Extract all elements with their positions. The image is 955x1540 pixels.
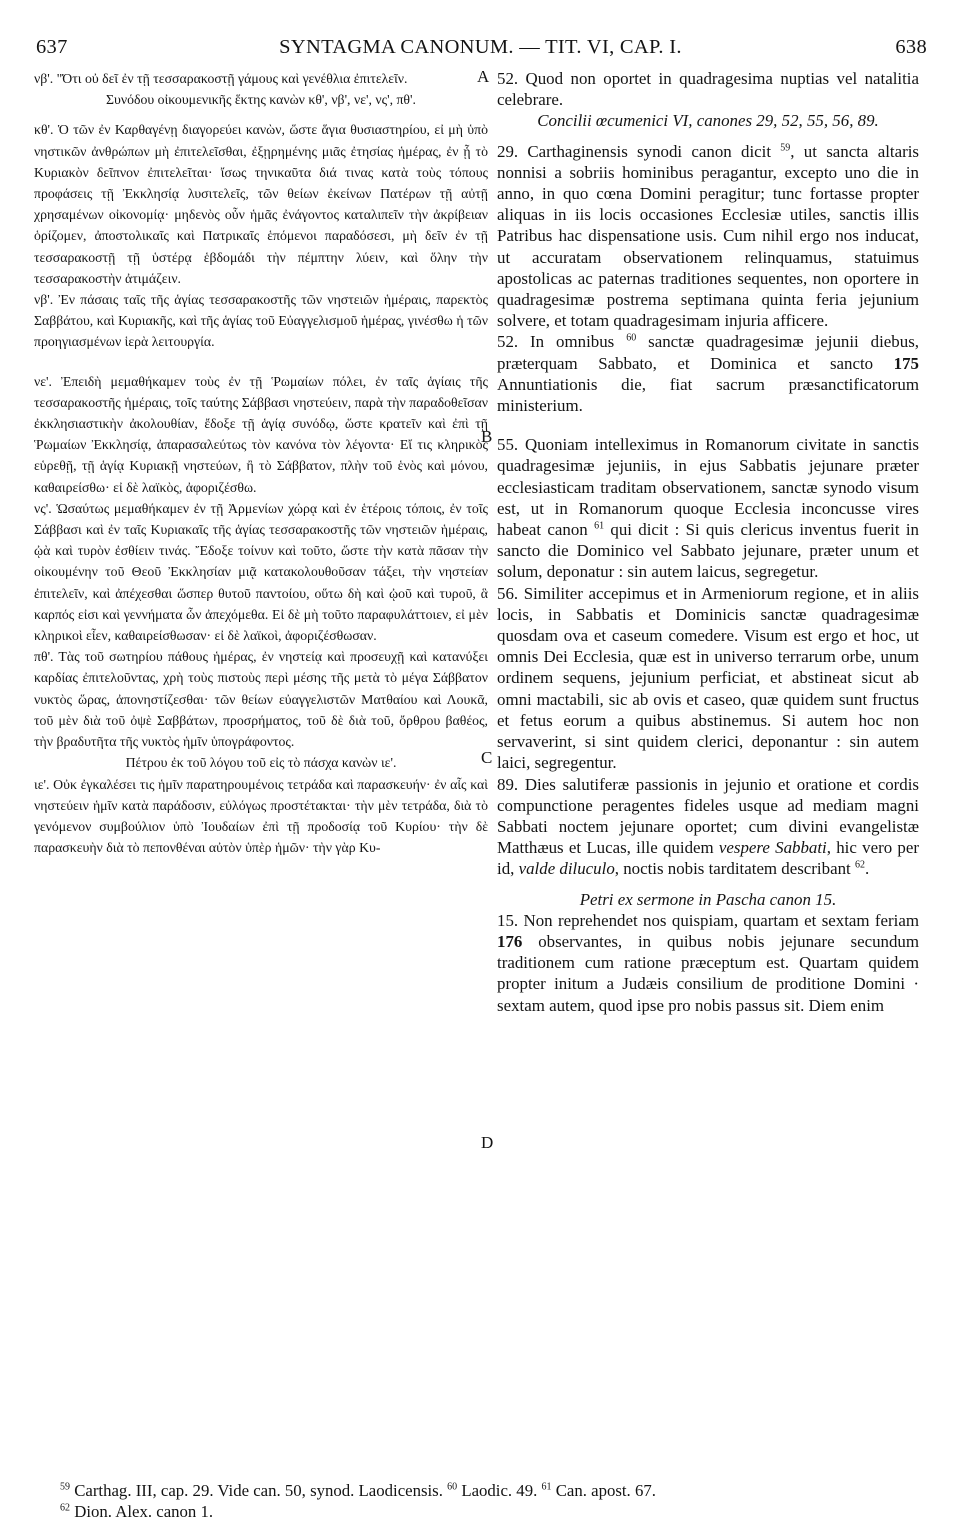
- latin-source: Concilii œcumenici VI, canones 29, 52, 55, 56, 89.: [537, 111, 879, 131]
- column-number-175: 175: [893, 353, 919, 373]
- latin-canon-89-start: 89. Dies salutiferæ passionis in jejunio et oratione et cordis compunctione peragentes fideles usque ad mediam magni Sabbati noctem jejunare oportet; cum divini evangelistæ Matthæus et Lucas, ille quidem: [497, 774, 919, 858]
- latin-canon-55: [497, 434, 919, 582]
- latin-canon-55-rest: qui dicit : Si quis clericus inventus fuerit in sancto die Dominico vel Sabbato jejunare, præter unum et solum, deponatur : sin autem laicus, segregetur.: [497, 520, 919, 582]
- greek-canon-52: νβ'. Ἐν πάσαις ταῖς τῆς ἁγίας τεσσαρακοστῆς τῶν νηστειῶν ἡμέραις, παρεκτὸς Σαββάτου, καὶ Κυριακῆς, καὶ τῆς ἁγίας τοῦ Εὐαγγελισμοῦ ἡμέρας, γινέσθω ἡ τῶν προηγιασμένων ἱερὰ λειτουργία.: [34, 292, 488, 350]
- footnote-59: Carthag. III, cap. 29. Vide can. 50, synod. Laodicensis.: [74, 1481, 443, 1500]
- greek-petri-title: Πέτρου ἐκ τοῦ λόγου τοῦ εἰς τὸ πάσχα κανὼν ιε'.: [125, 755, 397, 771]
- footnote-line-2: [60, 1501, 925, 1522]
- greek-source: Συνόδου οἰκουμενικῆς ἕκτης κανὼν κθ', νβ', νε', νς', πθ'.: [106, 92, 416, 108]
- greek-rubric: νβ'. "Ότι οὐ δεῖ ἐν τῇ τεσσαρακοστῇ γάμους καὶ γενέθλια ἐπιτελεῖν.: [34, 71, 408, 86]
- latin-canon-15-rest: observantes, in quibus nobis jejunare secundum traditionem cum ratione præceptum est. Quartam quidem propter initum a Judæis consilium de proditione Domini · sextam autem, quod ipse pro nobis passus sit. Diem enim: [497, 931, 919, 1015]
- footnote-num-61: 61: [541, 1481, 552, 1493]
- margin-marker-c: C: [481, 748, 493, 767]
- footnote-62: Dion. Alex. canon 1.: [74, 1502, 214, 1521]
- latin-canon-52-mid: sanctæ quadragesimæ jejunii diebus, præterquam Sabbato, et Dominica et sancto: [497, 332, 919, 373]
- latin-petri-title: Petri ex sermone in Pascha canon 15.: [579, 889, 837, 909]
- greek-column: [34, 68, 488, 858]
- latin-canon-52-end: Annuntiationis die, fiat sacrum præsanctificatorum ministerium.: [497, 374, 919, 416]
- footnote-ref-61: 61: [594, 520, 605, 532]
- latin-canon-15: [497, 910, 919, 1016]
- latin-canon-89-end: , noctis nobis tarditatem describant: [614, 859, 851, 879]
- page-number-left: 637: [36, 36, 68, 58]
- latin-canon-55-start: 55. Quoniam intelleximus in Romanorum civitate in sanctis quadragesimæ jejuniis, in ejus Sabbatis jejunare præter ecclesiasticam traditam observationem, sanctæ synodo visum est, ut in Romanorum quoque Ecclesia inconcusse vires habeat canon: [497, 435, 919, 540]
- footnote-ref-62: 62: [854, 859, 865, 871]
- latin-canon-89-period: .: [864, 859, 870, 879]
- greek-canon-55: νε'. Ἐπειδὴ μεμαθήκαμεν τοὺς ἐν τῇ Ῥωμαίων πόλει, ἐν ταῖς ἁγίαις τῆς τεσσαρακοστῆς ἡμέραις, τοῖς ταύτης Σάββασι νηστεύειν, παρὰ τὴν παραδοθεῖσαν ἐκκλησιαστικὴν ἀκολουθίαν, ἔδοξε τῇ ἁγίᾳ συνόδῳ, ὥστε κρατεῖν καὶ ἐπὶ τῇ Ῥωμαίων Ἐκκλησίᾳ, ἀπαρασαλεύτως τὸν κανόνα τὸν λέγοντα· Εἴ τις κληρικὸς εὑρεθῇ, τῇ ἁγίᾳ Κυριακῇ νηστεύων, ἢ τὸ Σάββατον, πλὴν τοῦ ἑνὸς καὶ μόνου, καθαιρείσθω· εἰ δὲ λαϊκὸς, ἀφοριζέσθω.: [34, 373, 488, 495]
- latin-canon-52: [497, 331, 919, 416]
- page-header: [28, 30, 933, 64]
- latin-canon-56: 56. Similiter accepimus et in Armeniorum regione, et in aliis locis, in Sabbatis et Dominicis sanctæ quadragesimæ quosdam ova et caseum comedere. Visum est ergo et hoc, ut omnis Dei Ecclesia, quæ est in universo terrarum orbe, unum ordinem sequens, jejunium perficiat, et abstineat sicut ab omni mactabili, sic ab ovis et caseo, quæ quidem sunt fructus et fetus eorum a quibus abstinemus. Si autem hoc non servaverint, si sint quidem clerici, deponantur : sin autem laici, segregentur.: [497, 583, 919, 773]
- page-number-right: 638: [895, 36, 927, 58]
- latin-canon-29-rest: , ut sancta altaris nonnisi a sobriis hominibus peragantur, excepto uno die in anno, in quo cœna Domini peragitur; tunc fortasse propter aliquas in iis locis occasiones Ecclesiæ utiles, sanctis illis Patribus hac dispensatione usis. Cum nihil ergo nos inducat, ut accuratam observationem relinquamus, statuimus apostolicas ac paternas traditiones sequentes, non oportere in quadragesimæ postrema septimana quinta feria jejunium solvere, et totam quadragesimam injuria afficere.: [497, 141, 919, 331]
- latin-canon-89: [497, 774, 919, 880]
- running-title: SYNTAGMA CANONUM. — TIT. VI, CAP. I.: [279, 36, 682, 58]
- margin-marker-a: A: [477, 67, 490, 86]
- footnote-line-1: [60, 1480, 925, 1501]
- margin-marker-b: B: [481, 427, 493, 446]
- greek-canon-89: πθ'. Τὰς τοῦ σωτηρίου πάθους ἡμέρας, ἐν νηστείᾳ καὶ προσευχῇ καὶ κατανύξει καρδίας ἐπιτελοῦντας, χρὴ τοὺς πιστοὺς περὶ μέσης τῆς μετὰ τὸ μέγα Σάββατον νυκτὸς ὥρας, ἀπονηστίζεσθαι· τῶν θείων εὐαγγελιστῶν Ματθαίου καὶ Λουκᾶ, τοῦ μὲν διὰ τοῦ ὀψὲ Σαββάτων, προσρήματος, τοῦ δὲ διὰ τοῦ, ὄρθρου βαθέος, τὴν βραδυτῆτα τῆς νυκτὸς ἡμῖν ὑπογράφοντος.: [34, 649, 488, 750]
- latin-italic-diluculo: valde diluculo: [518, 859, 615, 879]
- latin-canon-52-start: 52. In omnibus: [497, 332, 615, 352]
- footnotes: [60, 1480, 925, 1522]
- greek-canon-15: ιε'. Οὐκ ἐγκαλέσει τις ἡμῖν παρατηρουμένοις τετράδα καὶ παρασκευήν· ἐν αἷς καὶ νηστεύειν ἡμῖν κατὰ παράδοσιν, εὐλόγως προστέτακται· τὴν μὲν τετράδα, διὰ τὸ γενόμενον συμβούλιον ὑπὸ Ἰουδαίων ἐπὶ τῇ προδοσίᾳ τοῦ Κυρίου· τὴν δὲ παρασκευὴν διὰ τὸ πεπονθέναι αὐτὸν ὑπὲρ ἡμῶν· τὴν γὰρ Κυ-: [34, 776, 488, 856]
- latin-canon-29: [497, 141, 919, 332]
- footnote-60: Laodic. 49.: [461, 1481, 538, 1500]
- column-number-176: 176: [497, 931, 523, 951]
- latin-column: [497, 68, 919, 1016]
- footnote-num-60: 60: [447, 1481, 458, 1493]
- footnote-ref-60: 60: [626, 332, 637, 344]
- latin-canon-89-mid: , hic vero per id,: [497, 838, 919, 879]
- footnote-num-59: 59: [60, 1481, 70, 1493]
- latin-italic-vespere: vespere Sabbati: [718, 838, 827, 858]
- greek-canon-56: νς'. Ὡσαύτως μεμαθήκαμεν ἐν τῇ Ἀρμενίων χώρᾳ καὶ ἐν ἑτέροις τόποις, ἐν τοῖς Σάββασι καὶ ἐν ταῖς Κυριακαῖς τῆς ἁγίας τεσσαρακοστῆς τῶν νηστειῶν ἡμέραις, ᾠὰ καὶ τυρὸν ἐσθίειν τινάς. Ἔδοξε τοίνυν καὶ τοῦτο, ὥστε τὴν κατὰ πᾶσαν τὴν οἰκουμένην τοῦ Θεοῦ Ἐκκλησίαν μιᾷ κατακολουθοῦσαν τάξει, τὴν νηστείαν ἐπιτελεῖν, καὶ ἀπέχεσθαι ὥσπερ θυτοῦ παντοίου, οὕτω δὴ καὶ ᾠοῦ καὶ τυροῦ, ἃ καρπός εἰσι καὶ γεννήματα ὧν ἀπεχόμεθα. Εἰ δὲ μὴ τοῦτο παραφυλάττοιεν, εἰ μὲν κληρικοὶ εἶεν, καθαιρείσθωσαν· εἰ δὲ λαϊκοὶ, ἀφοριζέσθωσαν.: [34, 500, 488, 644]
- latin-canon-15-start: 15. Non reprehendet nos quispiam, quartam et sextam feriam: [497, 910, 919, 930]
- footnote-61: Can. apost. 67.: [555, 1481, 656, 1500]
- margin-marker-d: D: [481, 1133, 494, 1152]
- latin-canon-29-start: 29. Carthaginensis synodi canon dicit: [497, 141, 772, 161]
- footnote-ref-59: 59: [780, 141, 791, 153]
- latin-rubric: 52. Quod non oportet in quadragesima nuptias vel natalitia celebrare.: [497, 69, 919, 110]
- footnote-num-62: 62: [60, 1502, 70, 1514]
- greek-canon-29: κθ'. Ὁ τῶν ἐν Καρθαγένῃ διαγορεύει κανὼν, ὥστε ἅγια θυσιαστηρίου, εἰ μὴ ὑπὸ νηστικῶν ἀνθρώπων μὴ ἐπιτελεῖσθαι, ἐξῃρημένης μιᾶς ἐτησίας ἡμέρας, ἐν ᾗ τὸ Κυριακὸν δεῖπνον ἐπιτελεῖται· ἴσως τηνικαῦτα διά τινας κατὰ τοὺς τόπους προφάσεις τῇ Ἐκκλησίᾳ λυσιτελεῖς, τῶν θείων ἐκείνων Πατέρων τῇ αὐτῇ χρησαμένων οἰκονομίᾳ· μηδενὸς οὖν ἡμᾶς ἐνάγοντος καταλιπεῖν τὴν ἀκρίβειαν ὁρίζομεν, ἀποστολικαῖς καὶ Πατρικαῖς ἑπόμενοι παραδόσεσι, μὴ δεῖν ἐν τῇ τεσσαρακοστῇ τῇ ὑστέρᾳ ἑβδομάδι τὴν πέμπτην λύειν, καὶ ὅλην τὴν τεσσαρακοστὴν ἀτιμάζειν.: [34, 122, 488, 286]
